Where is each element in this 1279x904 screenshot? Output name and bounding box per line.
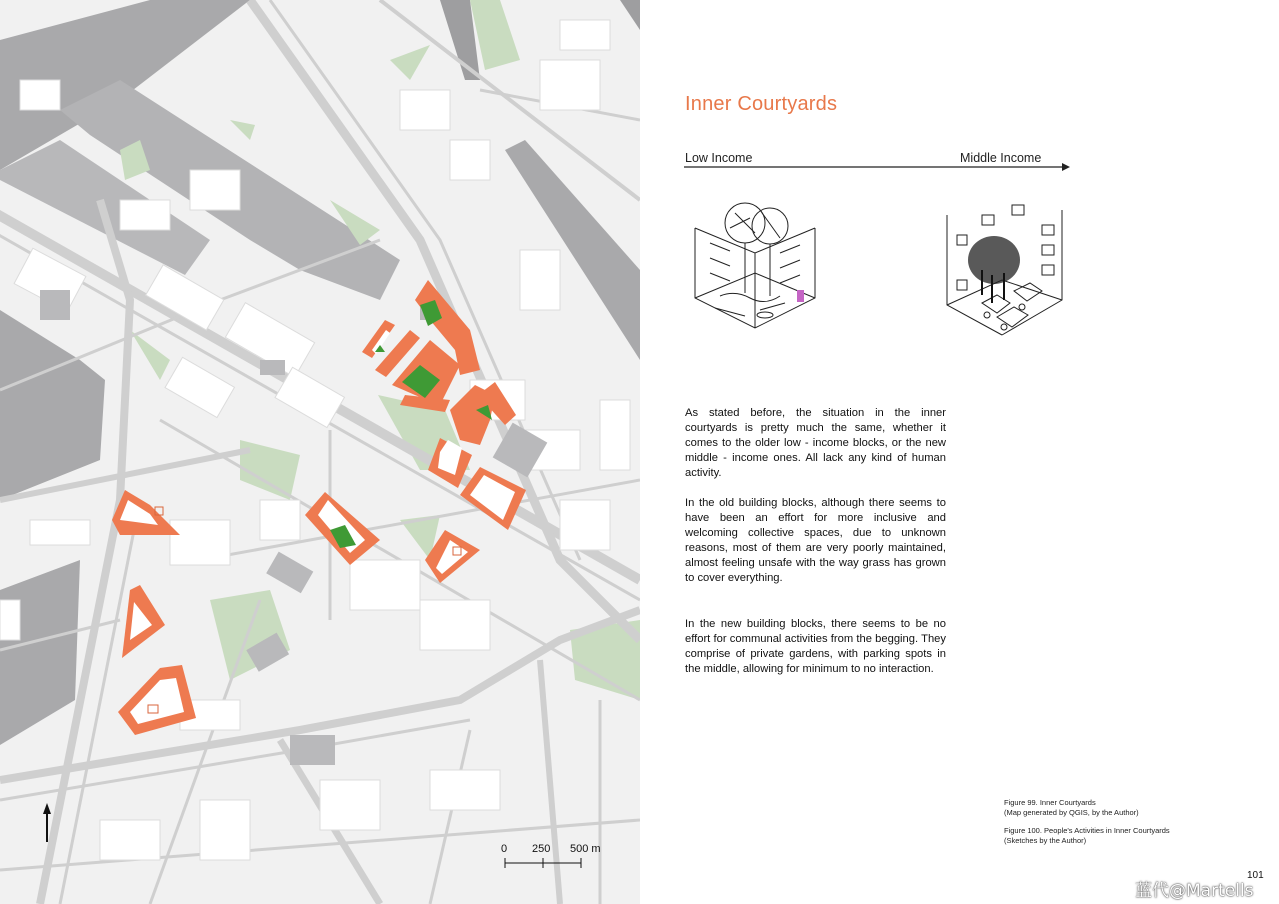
low-income-label: Low Income <box>685 151 753 165</box>
figure-100-source: (Sketches by the Author) <box>1004 836 1087 845</box>
scale-bar <box>505 858 581 868</box>
page-number: 101 <box>1247 870 1264 881</box>
figure-99-source: (Map generated by QGIS, by the Author) <box>1004 808 1139 817</box>
body-paragraph-1: As stated before, the situation in the inner courtyards is pretty much the same, whether it comes to the older low - income blocks, or the new middle - income ones. All lack any kind of human activity. <box>685 407 946 479</box>
figure-100-caption <box>1004 826 1170 846</box>
watermark: 蓝代@Martells <box>1135 881 1254 901</box>
figure-99-caption <box>1004 798 1139 818</box>
body-paragraph-3: In the new building blocks, there seems to be no effort for communal activities from the begging. They comprise of private gardens, with parking spots in the middle, allowing for minimum to no interaction. <box>685 618 946 675</box>
figure-100-title: Figure 100. People's Activities in Inner Courtyards <box>1004 826 1170 835</box>
scale-label-500: 500 m <box>570 843 601 855</box>
scale-label-0: 0 <box>501 843 508 855</box>
page-title: Inner Courtyards <box>685 93 838 115</box>
arrow-right-icon <box>684 161 1074 173</box>
highlighted-blocks <box>112 280 526 735</box>
scale-label-250: 250 <box>532 843 551 855</box>
courtyard-block-1 <box>362 320 395 358</box>
middle-income-label: Middle Income <box>960 151 1042 165</box>
figure-99-title: Figure 99. Inner Courtyards <box>1004 798 1096 807</box>
body-paragraph-2: In the old building blocks, although there seems to have been an effort for more inclusive and welcoming collective spaces, due to unknown reasons, most of them are very poorly maintained, almost feeling unsafe with the way grass has grown to cover everything. <box>685 497 946 584</box>
middle-income-courtyard-sketch <box>942 195 1067 347</box>
low-income-courtyard-sketch <box>690 198 820 346</box>
